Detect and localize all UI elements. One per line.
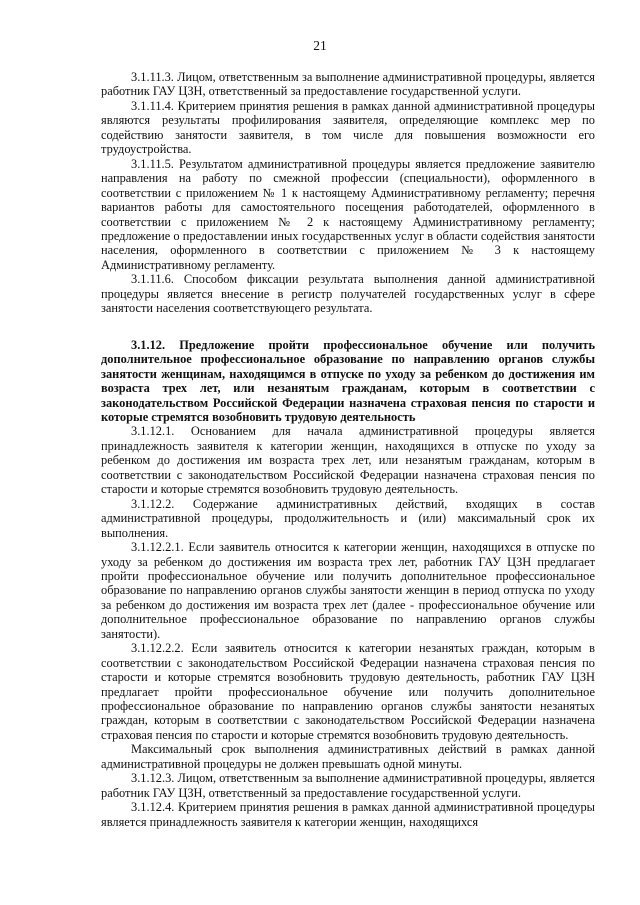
- paragraph-3-1-11-4: 3.1.11.4. Критерием принятия решения в рамках данной административной процедуры являются результаты профилирования заявителя, определяющие комплекс мер по содействию занятости заявителя, в том числе для повышения возможности его трудоустройства.: [101, 98, 595, 157]
- paragraph-3-1-12-2: 3.1.12.2. Содержание административных действий, входящих в состав административной процедуры, продолжительность и (или) максимальный срок их выполнения.: [101, 496, 595, 540]
- paragraph-3-1-11-6: 3.1.11.6. Способом фиксации результата выполнения данной административной процедуры является внесение в регистр получателей государственных услуг в сфере занятости населения соответствующего результата.: [101, 272, 595, 316]
- paragraph-3-1-12-2-2: 3.1.12.2.2. Если заявитель относится к категории незанятых граждан, которым в соответствии с законодательством Российской Федерации назначена страховая пенсия по старости и которые стремятся возобновить трудовую деятельность, работник ГАУ ЦЗН предлагает пройти профессиональное обучение или получить дополнительное профессиональное образование по направлению органов службы занятости незанятых граждан, которым в соответствии с законодательством Российской Федерации назначена страховая пенсия по старости и которые стремятся возобновить трудовую деятельность.: [101, 641, 595, 742]
- section-heading-3-1-12: 3.1.12. Предложение пройти профессиональное обучение или получить дополнительное профессиональное образование по направлению органов службы занятости женщинам, находящимся в отпуске по уходу за ребенком до достижения им возраста трех лет, или незанятым гражданам, которым в соответствии с законодательством Российской Федерации назначена страховая пенсия по старости и которые стремятся возобновить трудовую деятельность: [101, 337, 595, 424]
- paragraph-3-1-12-3: 3.1.12.3. Лицом, ответственным за выполнение административной процедуры, является работник ГАУ ЦЗН, ответственный за предоставление государственной услуги.: [101, 771, 595, 800]
- paragraph-3-1-11-3: 3.1.11.3. Лицом, ответственным за выполнение административной процедуры, является работник ГАУ ЦЗН, ответственный за предоставление государственной услуги.: [101, 70, 595, 99]
- paragraph-3-1-12-2-1: 3.1.12.2.1. Если заявитель относится к категории женщин, находящихся в отпуске по уходу за ребенком до достижения им возраста трех лет, работник ГАУ ЦЗН предлагает пройти профессиональное обучение или получить дополнительное профессиональное образование по направлению органов службы занятости женщин в период отпуска по уходу за ребенком до достижения им возраста трех лет (далее - профессиональное обучение или дополнительное профессиональное образование по направлению органов службы занятости).: [101, 540, 595, 641]
- paragraph-3-1-12-1: 3.1.12.1. Основанием для начала административной процедуры является принадлежность заявителя к категории женщин, находящихся в отпуске по уходу за ребенком до достижения им возраста трех лет, или незанятым гражданам, которым в соответствии с законодательством Российской Федерации назначена страховая пенсия по старости и которые стремятся возобновить трудовую деятельность.: [101, 424, 595, 497]
- paragraph-max-term: Максимальный срок выполнения административных действий в рамках данной административной процедуры не должен превышать одной минуты.: [101, 742, 595, 771]
- page-number: 21: [313, 38, 327, 53]
- document-body: [101, 70, 595, 829]
- paragraph-3-1-12-4: 3.1.12.4. Критерием принятия решения в рамках данной административной процедуры является принадлежность заявителя к категории женщин, находящихся: [101, 800, 595, 829]
- paragraph-3-1-11-5: 3.1.11.5. Результатом административной процедуры является предложение заявителю направления на работу по смежной профессии (специальности), оформленного в соответствии с приложением № 1 к настоящему Административному регламенту; перечня вариантов работы для самостоятельного посещения работодателей, оформленного в соответствии с приложением № 2 к настоящему Административному регламенту; предложение о предоставлении иных государственных услуг в области содействия занятости населения, оформленного в соответствии с приложением № 3 к настоящему Административному регламенту.: [101, 156, 595, 272]
